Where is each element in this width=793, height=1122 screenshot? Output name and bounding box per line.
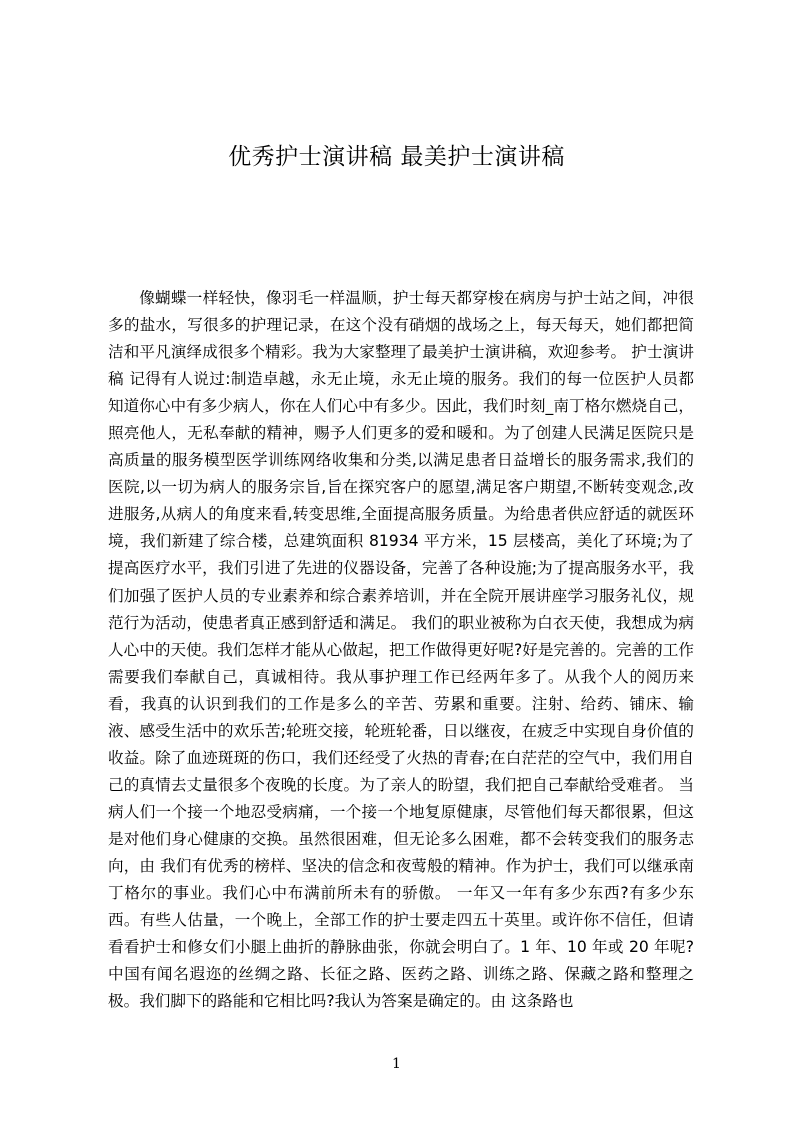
document-title: 优秀护士演讲稿 最美护士演讲稿 (228, 144, 565, 170)
page-number: 1 (392, 1056, 401, 1072)
body-paragraph: 像蝴蝶一样轻快，像羽毛一样温顺，护士每天都穿梭在病房与护士站之间，冲很多的盐水，写很多的护理记录，在这个没有硝烟的战场之上，每天每天，她们都把简洁和平凡演绎成很多个精彩。我为大家整理了最美护士演讲稿，欢迎参考。 护士演讲稿 记得有人说过:制造卓越，永无止境，永无止境的服务。我们的每一位医护人员都知道你心中有多少病人，你在人们心中有多少。因此，我们时刻_南丁格尔燃烧自己，照亮他人，无私奉献的精神，赐予人们更多的爱和暖和。为了创建人民满足医院只是高质量的服务模型医学训练网络收集和分类,以满足患者日益增长的服务需求,我们的医院,以一切为病人的服务宗旨,旨在探究客户的愿望,满足客户期望,不断转变观念,改进服务,从病人的角度来看,转变思维,全面提高服务质量。为给患者供应舒适的就医环境，我们新建了综合楼，总建筑面积 81934 平方米，15 层楼高，美化了环境;为了提高医疗水平，我们引进了先进的仪器设备，完善了各种设施;为了提高服务水平，我们加强了医护人员的专业素养和综合素养培训，并在全院开展讲座学习服务礼仪，规范行为活动，使患者真正感到舒适和满足。 我们的职业被称为白衣天使，我想成为病人心中的天使。我们怎样才能从心做起，把工作做得更好呢?好是完善的。完善的工作需要我们奉献自己，真诚相待。我从事护理工作已经两年多了。从我个人的阅历来看，我真的认识到我们的工作是多么的辛苦、劳累和重要。注射、给药、铺床、输液、感受生活中的欢乐苦;轮班交接，轮班轮番，日以继夜，在疲乏中实现自身价值的收益。除了血迹斑斑的伤口，我们还经受了火热的青春;在白茫茫的空气中，我们用自己的真情去丈量很多个夜晚的长度。为了亲人的盼望，我们把自己奉献给受难者。 当病人们一个接一个地忍受病痛，一个接一个地复原健康，尽管他们每天都很累，但这是对他们身心健康的交换。虽然很困难，但无论多么困难，都不会转变我们的服务志向，由 我们有优秀的榜样、坚决的信念和夜莺般的精神。作为护士，我们可以继承南丁格尔的事业。我们心中布满前所未有的骄傲。 一年又一年有多少东西?有多少东西。有些人估量，一个晚上，全部工作的护士要走四五十英里。或许你不信任，但请看看护士和修女们小腿上曲折的静脉曲张，你就会明白了。1 年、10 年或 20 年呢?中国有闻名遐迩的丝绸之路、长征之路、医药之路、训练之路、保藏之路和整理之极。我们脚下的路能和它相比吗?我认为答案是确定的。由 这条路也 (108, 289, 694, 1011)
document-body (108, 285, 694, 1015)
